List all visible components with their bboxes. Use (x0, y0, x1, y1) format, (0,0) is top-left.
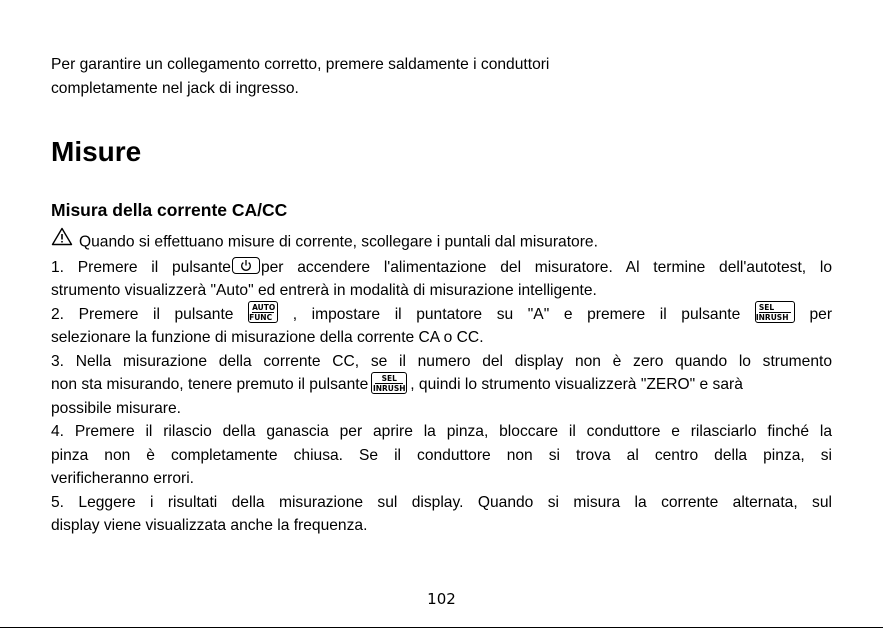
step-4-line-2: pinza non è completamente chiusa. Se il conduttore non si trova al centro della pinza, si (51, 446, 832, 464)
step-1-text-a: 1. Premere il pulsante (51, 258, 231, 276)
step-3-text-c: , quindi lo strumento visualizzerà "ZERO" e sarà (410, 376, 743, 393)
step-5-line-1: 5. Leggere i risultati della misurazione sul display. Quando si misura la corrente alternata, sul (51, 493, 832, 511)
sel-inrush-key-icon-2 (371, 372, 407, 394)
step-4-line-1: 4. Premere il rilascio della ganascia per aprire la pinza, bloccare il conduttore e rilasciarlo finché la (51, 423, 832, 440)
step-2-line-2: selezionare la funzione di misurazione della corrente CA o CC. (51, 329, 484, 346)
step-2-line-1 (51, 303, 832, 327)
power-button-icon (232, 257, 260, 274)
step-5-line-2: display viene visualizzata anche la frequenza. (51, 517, 368, 534)
page-number: 102 (427, 590, 456, 608)
intro-line-2: completamente nel jack di ingresso. (51, 79, 299, 97)
sel-inrush-key-top-2: SEL (375, 374, 403, 384)
warning-triangle-icon (51, 227, 73, 254)
step-2-text-b: , impostare il puntatore su "A" e premere il pulsante (292, 305, 741, 323)
sel-inrush-key-bottom: INRUSH (755, 313, 789, 323)
step-3-line-2 (51, 373, 832, 397)
sel-inrush-key-icon (755, 301, 795, 323)
step-3-text-b: non sta misurando, tenere premuto il pulsante (51, 376, 369, 393)
intro-paragraph (51, 53, 832, 100)
step-4-line-3: verificheranno errori. (51, 470, 195, 487)
auto-func-key-icon (248, 301, 278, 323)
step-3-line-3: possibile misurare. (51, 399, 181, 417)
auto-func-key-bottom: FUNC (249, 313, 273, 323)
warning-line (51, 229, 832, 256)
step-1-line-2: strumento visualizzerà "Auto" ed entrerà in modalità di misurazione intelligente. (51, 282, 597, 299)
step-2-text-a: 2. Premere il pulsante (51, 305, 234, 323)
sel-inrush-key-bottom-2: INRUSH (372, 383, 406, 393)
intro-line-1: Per garantire un collegamento corretto, premere saldamente i conduttori (51, 56, 550, 73)
steps-block (51, 229, 832, 538)
step-3-line-1: 3. Nella misurazione della corrente CC, se il numero del display non è zero quando lo strumento (51, 352, 832, 370)
footer-divider (0, 627, 883, 628)
auto-func-key-top: AUTO (252, 303, 276, 313)
step-1-line-1 (51, 256, 832, 280)
step-2-text-c: per (809, 305, 833, 323)
subsection-title: Misura della corrente CA/CC (51, 200, 288, 220)
section-title: Misure (51, 136, 142, 167)
sel-inrush-key-top: SEL (759, 303, 791, 313)
step-1-text-b: per accendere l'alimentazione del misuratore. Al termine dell'autotest, lo (260, 258, 833, 276)
warning-text: Quando si effettuano misure di corrente, scollegare i puntali dal misuratore. (79, 233, 598, 251)
